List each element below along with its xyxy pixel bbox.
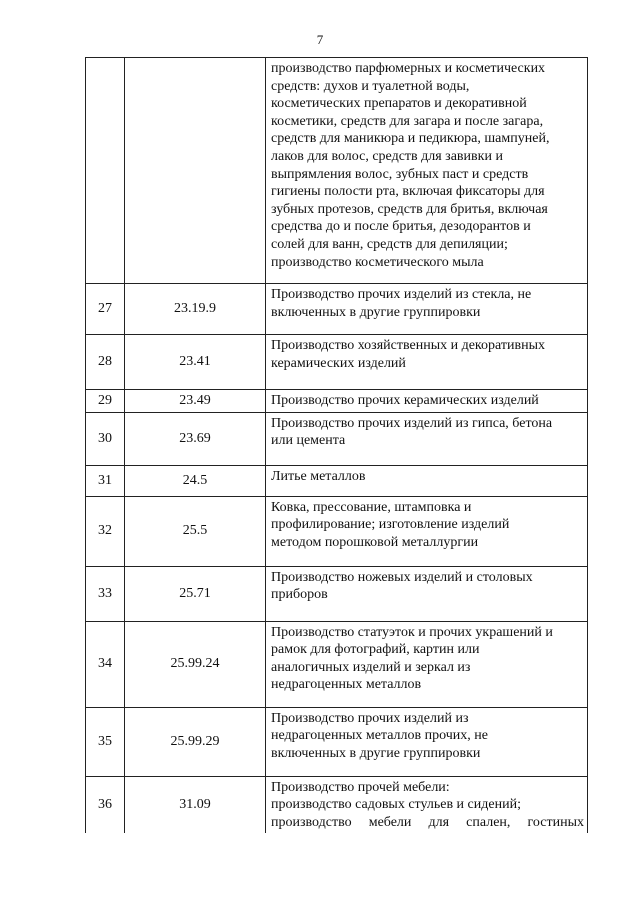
activity-description [266,566,588,621]
okved-code: 23.69 [125,412,266,465]
table-row [86,496,588,566]
row-number: 35 [86,707,125,776]
table-row [86,776,588,833]
table-row [86,58,588,284]
row-number: 31 [86,465,125,496]
description-line: косметики, средств для загара и после загара, [271,113,544,129]
description-line: методом порошковой металлургии [271,534,479,550]
description-line: Производство прочих изделий из [271,710,469,726]
okved-code: 23.19.9 [125,284,266,335]
description-line: солей для ванн, средств для депиляции; [271,236,508,252]
description-line: Производство прочих изделий из гипса, бетона [271,415,553,431]
description-line: включенных в другие группировки [271,304,481,320]
description-line: производство парфюмерных и косметических [271,61,546,76]
table-row [86,412,588,465]
row-number: 33 [86,566,125,621]
table-row [86,335,588,390]
description-line: выпрямления волос, зубных паст и средств [271,166,529,182]
description-line: производство косметического мыла [271,254,484,270]
row-number: 36 [86,776,125,833]
description-line: средств: духов и туалетной воды, [271,78,470,94]
okved-code: 25.71 [125,566,266,621]
description-line: лаков для волос, средств для завивки и [271,148,503,164]
description-line: Производство статуэток и прочих украшений и [271,624,553,640]
table-body [86,58,588,834]
page-number: 7 [316,32,324,47]
description-line: керамических изделий [271,355,406,371]
activity-description [266,335,588,390]
row-number: 32 [86,496,125,566]
okved-code: 24.5 [125,465,266,496]
description-line: косметических препаратов и декоративной [271,96,527,112]
activity-description [266,390,588,413]
row-number: 29 [86,390,125,413]
description-line: средства до и после бритья, дезодорантов и [271,219,531,235]
description-line: включенных в другие группировки [271,745,481,761]
row-number: 27 [86,284,125,335]
description-line: Производство хозяйственных и декоративных [271,338,545,353]
row-number: 34 [86,621,125,707]
description-line: Ковка, прессование, штамповка и [271,499,472,515]
description-line: средств для маникюра и педикюра, шампуней, [271,131,550,147]
table-row [86,621,588,707]
row-number [86,58,125,284]
description-line: Литье металлов [271,468,366,484]
description-line: приборов [271,587,328,603]
description-line: или цемента [271,433,346,449]
description-line: Производство ножевых изделий и столовых [271,569,533,585]
table-row [86,566,588,621]
activity-description [266,621,588,707]
okved-code: 25.99.29 [125,707,266,776]
activity-description [266,465,588,496]
table-row [86,707,588,776]
activity-description [266,58,588,284]
table-row [86,465,588,496]
description-line: гигиены полости рта, включая фиксаторы для [271,184,545,200]
row-number: 28 [86,335,125,390]
okved-code: 25.99.24 [125,621,266,707]
description-line: зубных протезов, средств для бритья, включая [271,201,548,217]
okved-code: 25.5 [125,496,266,566]
description-line: производство садовых стульев и сидений; [271,797,521,813]
description-line: недрагоценных металлов [271,677,422,693]
description-line: рамок для фотографий, картин или [271,642,480,658]
description-line: аналогичных изделий и зеркал из [271,659,471,675]
okved-code: 23.49 [125,390,266,413]
description-line: недрагоценных металлов прочих, не [271,728,488,744]
activities-table [85,57,588,833]
description-line: Производство прочих изделий из стекла, не [271,287,532,302]
description-line: Производство прочих керамических изделий [271,393,539,408]
description-line: производство мебели для спален, гостиных [271,814,584,830]
activity-description [266,412,588,465]
activity-description [266,707,588,776]
okved-code [125,58,266,284]
row-number: 30 [86,412,125,465]
table-row [86,284,588,335]
table-row [86,390,588,413]
okved-code: 31.09 [125,776,266,833]
okved-code: 23.41 [125,335,266,390]
activity-description [266,496,588,566]
activity-description [266,776,588,833]
description-line: Производство прочей мебели: [271,779,450,795]
description-line: профилирование; изготовление изделий [271,517,510,533]
activity-description [266,284,588,335]
